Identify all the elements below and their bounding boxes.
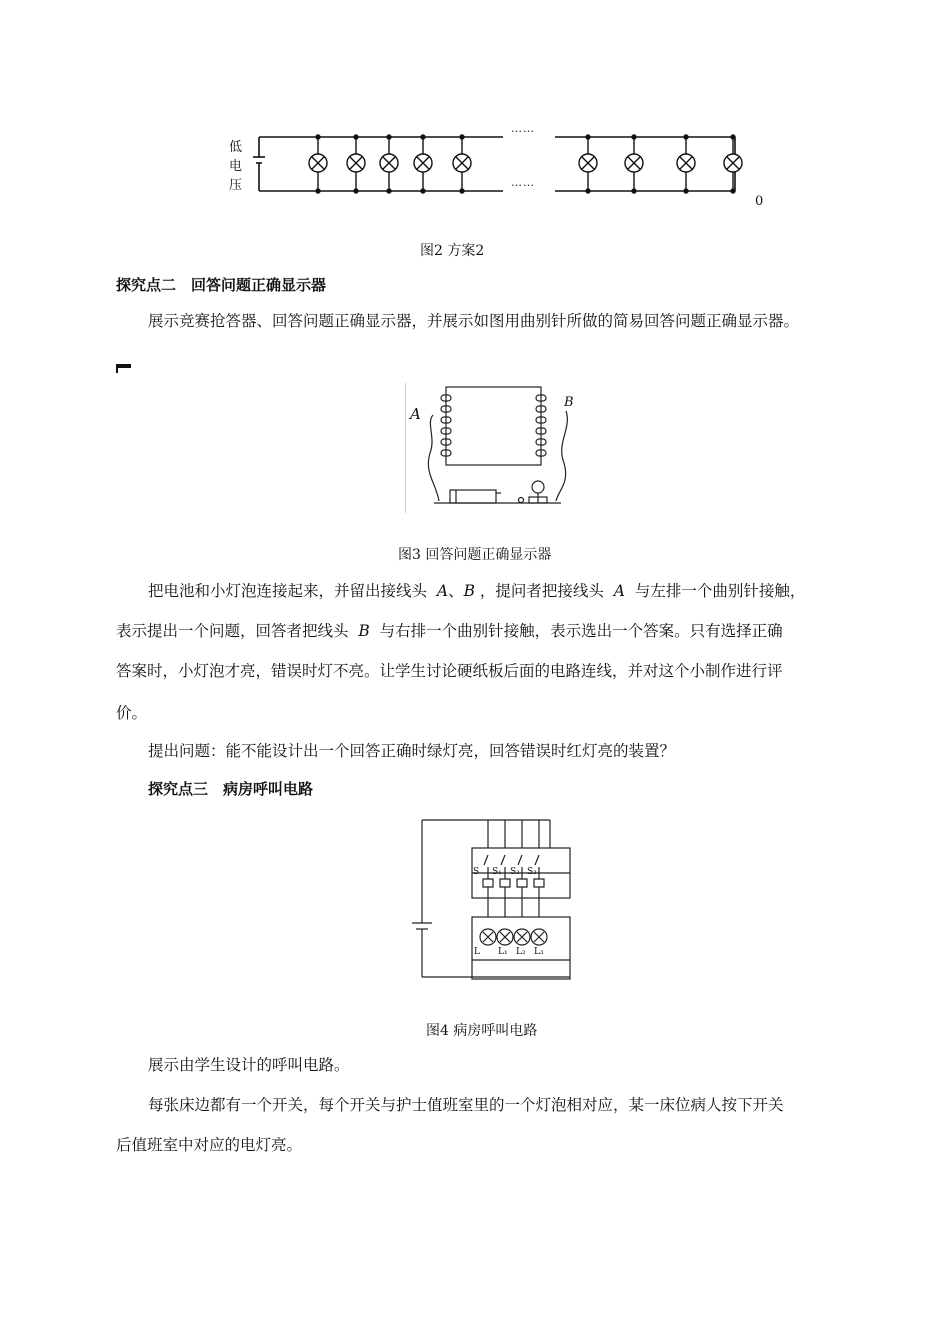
section-2-heading: 探究点二 回答问题正确显示器 [116, 276, 327, 294]
lamp-branch-7 [625, 135, 643, 193]
p1-l2-text-a: 表示提出一个问题，回答者把线头 [116, 622, 349, 640]
p1-text-a: 把电池和小灯泡连接起来，并留出接线头 [148, 582, 428, 600]
lead-b-label: B [564, 395, 574, 410]
ellipsis-top: …… [511, 122, 535, 135]
p1-var-b: B [463, 582, 475, 600]
section-3-heading: 探究点三 病房呼叫电路 [148, 780, 314, 798]
paragraph-4-line-1: 每张床边都有一个开关，每个开关与护士值班室里的一个灯泡相对应，某一床位病人按下开关 [148, 1096, 784, 1114]
p1-text-b: ，提问者把接线头 [479, 582, 604, 600]
lead-a-label: A [410, 405, 421, 423]
switch-label-s1: S₁ [492, 867, 502, 877]
p1-text-c: 与左排一个曲别针接触， [634, 582, 806, 600]
paragraph-1-line-4: 价。 [116, 704, 148, 722]
p1-l2-var-b: B [358, 622, 370, 640]
lamp-branch-4 [414, 135, 432, 193]
lamp-label-l1: L₁ [498, 947, 508, 957]
lamp-branch-9 [724, 135, 742, 193]
figure-3-caption: 图3 回答问题正确显示器 [398, 547, 552, 563]
lamp-branch-5 [453, 135, 471, 193]
figure-2 [225, 122, 785, 218]
voltage-label-char-2: 电 [229, 159, 243, 174]
section-2-intro: 展示竞赛抢答器、回答问题正确显示器，并展示如图用曲别针所做的简易回答问题正确显示器。 [148, 312, 800, 330]
paragraph-3: 展示由学生设计的呼叫电路。 [148, 1056, 350, 1074]
lamp-branch-2 [347, 135, 365, 193]
lamp-branch-3 [380, 135, 398, 193]
figure-3 [405, 383, 576, 513]
p1-var-a2: A [613, 582, 625, 600]
switch-label-s3: S₃ [527, 867, 537, 877]
voltage-label-char-3: 压 [229, 178, 243, 193]
paragraph-2: 提出问题：能不能设计出一个回答正确时绿灯亮，回答错误时红灯亮的装置？ [148, 742, 676, 760]
answer-display-sketch [406, 383, 576, 513]
lamp-branch-1 [309, 135, 327, 193]
paragraph-1-line-1 [148, 580, 805, 602]
ellipsis-bottom: …… [511, 176, 535, 189]
lamp-label-l2: L₂ [516, 947, 526, 957]
p1-var-a: A [436, 582, 449, 600]
parallel-circuit-diagram [225, 128, 785, 218]
ward-call-circuit [410, 815, 580, 990]
figure-2-caption: 图2 方案2 [420, 243, 485, 259]
voltage-label-char-1: 低 [229, 140, 243, 155]
lamp-label-l: L [474, 947, 480, 957]
paragraph-4-line-2: 后值班室中对应的电灯亮。 [116, 1136, 303, 1154]
p1-sep: 、 [448, 582, 464, 600]
lamp-branch-6 [579, 135, 597, 193]
lamp-branch-8 [677, 135, 695, 193]
lamp-label-l3: L₃ [534, 947, 544, 957]
switch-label-s: S [473, 867, 480, 877]
corner-mark [116, 364, 131, 373]
switch-label-s2: S₂ [510, 867, 520, 877]
p1-l2-text-b: 与右排一个曲别针接触，表示选出一个答案。只有选择正确 [379, 622, 783, 640]
figure-4-caption: 图4 病房呼叫电路 [426, 1023, 538, 1039]
paragraph-1-line-3: 答案时，小灯泡才亮，错误时灯不亮。让学生讨论硬纸板后面的电路连线，并对这个小制作进行评 [116, 662, 783, 680]
paragraph-1-line-2 [116, 620, 783, 642]
figure-4 [410, 815, 580, 990]
stray-zero: 0 [755, 194, 764, 209]
